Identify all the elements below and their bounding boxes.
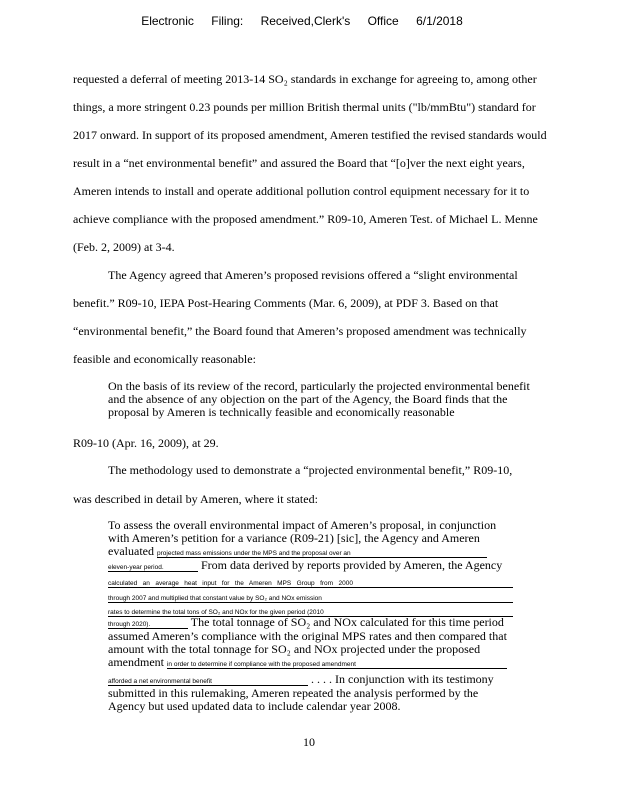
text-line: The Agency agreed that Ameren’s proposed revisions offered a “slight environmental bbox=[108, 268, 518, 282]
inserted-text: eleven-year period. bbox=[108, 564, 198, 572]
text-line: “environmental benefit,” the Board found that Ameren’s proposed amendment was technically bbox=[73, 324, 527, 338]
quote-line: submitted in this rulemaking, Ameren repeated the analysis performed by the bbox=[108, 686, 479, 700]
text-line: requested a deferral of meeting 2013-14 SO₂ standards in exchange for agreeing to, among other bbox=[73, 72, 537, 86]
quote-fragment: evaluated bbox=[108, 544, 154, 558]
header-filing: Filing: bbox=[211, 14, 244, 28]
text-line: result in a “net environmental benefit” and assured the Board that “[o]ver the next eight years, bbox=[73, 156, 525, 170]
quote-line: To assess the overall environmental impact of Ameren’s proposal, in conjunction bbox=[108, 518, 497, 532]
text-line: things, a more stringent 0.23 pounds per million British thermal units ("lb/mmBtu") standard for bbox=[73, 100, 536, 114]
header-date: 6/1/2018 bbox=[416, 14, 463, 28]
inserted-text: through 2020). bbox=[108, 621, 188, 629]
quote-fragment: The total tonnage of SO₂ and NOx calculated for this time period bbox=[190, 615, 504, 629]
quote-fragment: . . . . In conjunction with its testimony bbox=[311, 672, 494, 686]
text-line: achieve compliance with the proposed amendment.” R09-10, Ameren Test. of Michael L. Menne bbox=[73, 212, 538, 226]
text-line: was described in detail by Ameren, where it stated: bbox=[73, 492, 318, 506]
quote-line: and the absence of any objection on the part of the Agency, the Board finds that the bbox=[108, 392, 508, 406]
text-line: feasible and economically reasonable: bbox=[73, 352, 256, 366]
quote-line: amount with the total tonnage for SO₂ and NOx projected under the proposed bbox=[108, 642, 481, 656]
citation: R09-10 (Apr. 16, 2009), at 29. bbox=[73, 436, 219, 450]
quote-line bbox=[108, 615, 504, 630]
quote-fragment: From data derived by reports provided by Ameren, the Agency bbox=[201, 558, 503, 572]
inserted-text: through 2007 and multiplied that constant value by SO₂ and NOx emission bbox=[108, 595, 513, 603]
quote-line bbox=[108, 655, 507, 670]
quote-line: Agency but used updated data to include calendar year 2008. bbox=[108, 699, 401, 713]
quote-line bbox=[108, 558, 502, 573]
text-line: benefit.” R09-10, IEPA Post-Hearing Comments (Mar. 6, 2009), at PDF 3. Based on that bbox=[73, 296, 499, 310]
quote-line: with Ameren’s petition for a variance (R09-21) [sic], the Agency and Ameren bbox=[108, 531, 480, 545]
quote-line bbox=[108, 589, 513, 604]
text-line: Ameren intends to install and operate additional pollution control equipment necessary for it to bbox=[73, 184, 530, 198]
text-line: The methodology used to demonstrate a “projected environmental benefit,” R09-10, bbox=[108, 463, 513, 477]
inserted-text: afforded a net environmental benefit bbox=[108, 678, 308, 686]
quote-line bbox=[108, 574, 513, 589]
quote-line: proposal by Ameren is technically feasible and economically reasonable bbox=[108, 405, 455, 419]
quote-line bbox=[108, 544, 487, 559]
header-received: Received,Clerk's bbox=[260, 14, 351, 28]
header-electronic: Electronic bbox=[141, 14, 194, 28]
filing-header bbox=[0, 14, 618, 28]
text-line: 2017 onward. In support of its proposed amendment, Ameren testified the revised standards would bbox=[73, 128, 547, 142]
inserted-text: rates to determine the total tons of SO₂ and NOx for the given period (2010 bbox=[108, 609, 513, 617]
inserted-text: projected mass emissions under the MPS and the proposal over an bbox=[157, 550, 487, 558]
quote-line: On the basis of its review of the record, particularly the projected environmental benefit bbox=[108, 379, 530, 393]
quote-line: assumed Ameren’s compliance with the original MPS rates and then compared that bbox=[108, 629, 507, 643]
inserted-text: in order to determine if compliance with the proposed amendment bbox=[167, 661, 507, 669]
page-number: 10 bbox=[303, 735, 315, 749]
text-line: (Feb. 2, 2009) at 3-4. bbox=[73, 240, 175, 254]
quote-line bbox=[108, 672, 494, 687]
quote-fragment: amendment bbox=[108, 655, 164, 669]
inserted-text: calculated an average heat input for the Ameren MPS Group from 2000 bbox=[108, 580, 513, 588]
header-office: Office bbox=[367, 14, 399, 28]
